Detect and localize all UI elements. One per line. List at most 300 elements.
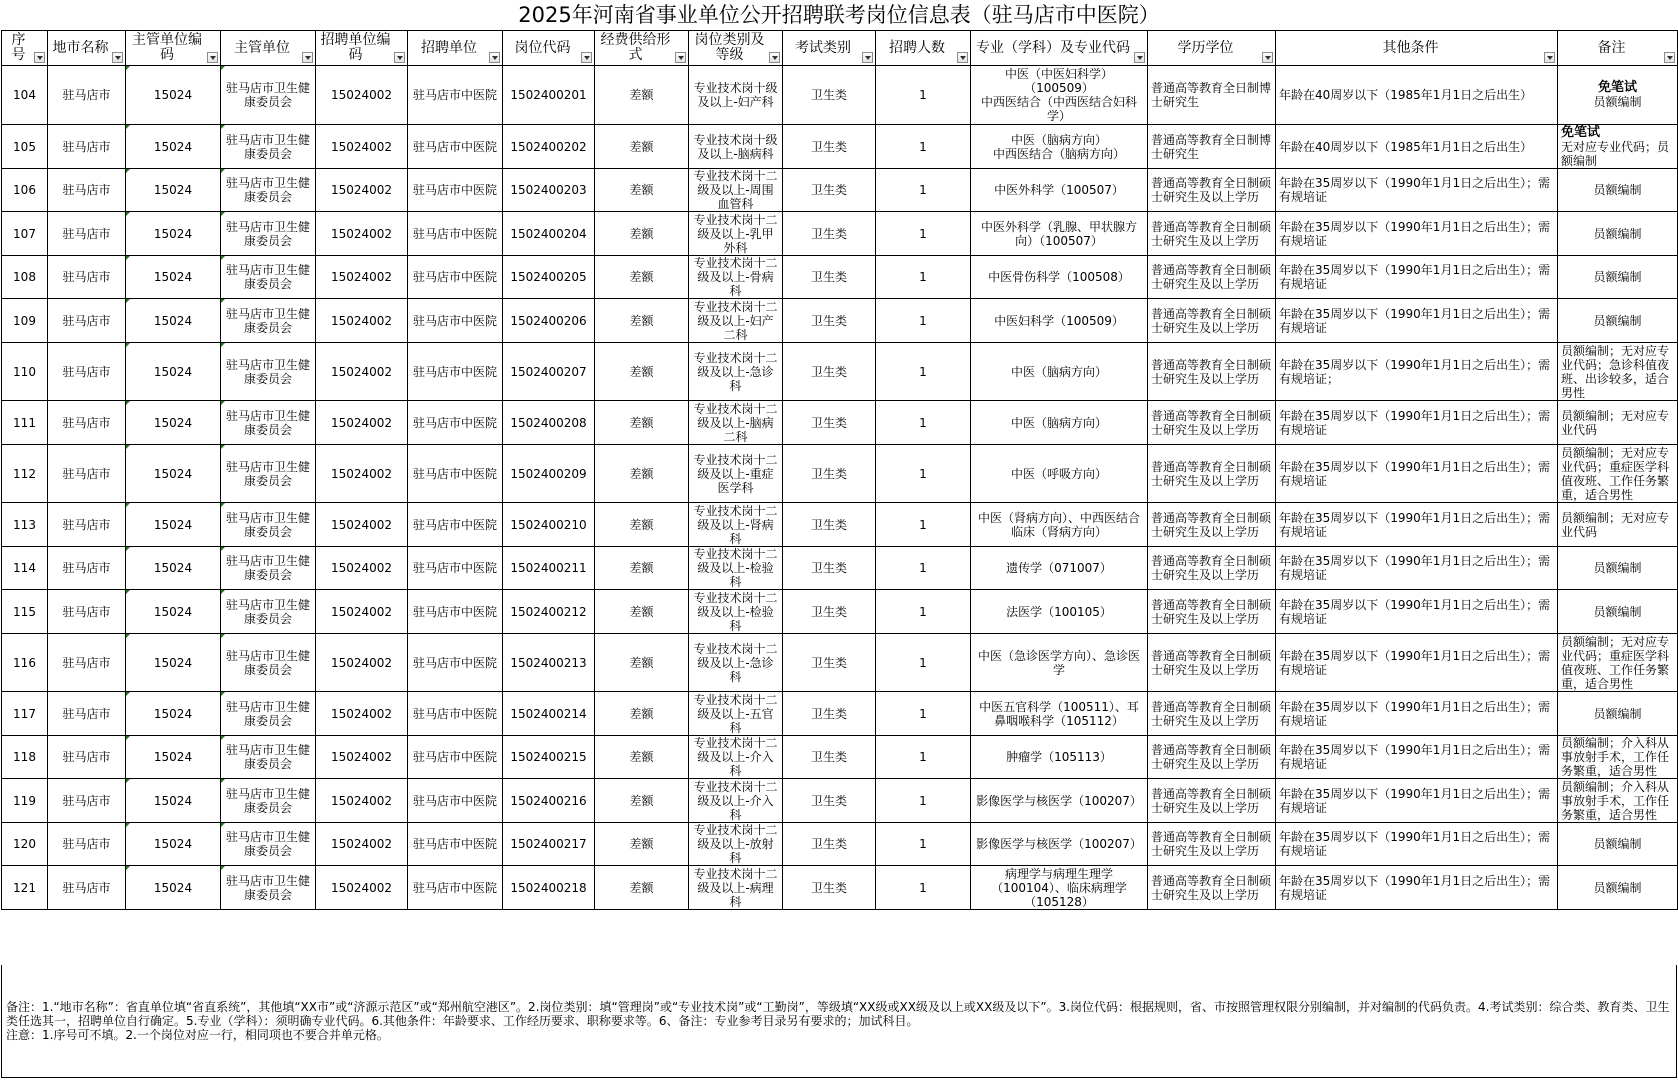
cell-exam-type[interactable]: 卫生类 [783,212,876,256]
cell-education[interactable]: 普通高等教育全日制硕士研究生及以上学历 [1148,634,1276,692]
filter-dropdown-icon[interactable] [1544,52,1555,63]
cell-exam-type[interactable]: 卫生类 [783,634,876,692]
cell-row-number[interactable]: 111 [2,401,48,445]
cell-major[interactable]: 中医（急诊医学方向）、急诊医学 [971,634,1148,692]
cell-notes[interactable] [1558,343,1678,401]
cell-major[interactable]: 中医（脑病方向） [971,343,1148,401]
cell-unit-name[interactable]: 驻马店市中医院 [408,634,503,692]
cell-hire-count[interactable]: 1 [876,66,971,125]
cell-education[interactable]: 普通高等教育全日制硕士研究生及以上学历 [1148,547,1276,590]
cell-notes[interactable] [1558,256,1678,299]
cell-education[interactable]: 普通高等教育全日制硕士研究生及以上学历 [1148,866,1276,910]
cell-notes[interactable] [1558,823,1678,866]
cell-other-conditions[interactable]: 年龄在35周岁以下（1990年1月1日之后出生）；需有规培证 [1276,256,1558,299]
cell-row-number[interactable]: 116 [2,634,48,692]
cell-dept-code[interactable]: 15024 [126,590,221,634]
filter-dropdown-icon[interactable] [957,52,968,63]
cell-city-name[interactable]: 驻马店市 [48,125,126,169]
cell-major[interactable]: 中医骨伤科学（100508） [971,256,1148,299]
cell-education[interactable]: 普通高等教育全日制硕士研究生及以上学历 [1148,445,1276,503]
cell-funding-type[interactable]: 差额 [595,401,689,445]
cell-dept-name[interactable]: 驻马店市卫生健康委员会 [221,212,316,256]
cell-major[interactable]: 中医妇科学（100509） [971,299,1148,343]
cell-dept-name[interactable]: 驻马店市卫生健康委员会 [221,634,316,692]
filter-dropdown-icon[interactable] [112,52,123,63]
cell-dept-name[interactable]: 驻马店市卫生健康委员会 [221,503,316,547]
cell-education[interactable]: 普通高等教育全日制硕士研究生及以上学历 [1148,590,1276,634]
filter-dropdown-icon[interactable] [675,52,686,63]
cell-hire-count[interactable]: 1 [876,590,971,634]
cell-hire-count[interactable]: 1 [876,299,971,343]
cell-unit-name[interactable]: 驻马店市中医院 [408,779,503,823]
cell-dept-name[interactable]: 驻马店市卫生健康委员会 [221,547,316,590]
cell-post-code[interactable]: 1502400215 [503,736,595,779]
cell-row-number[interactable]: 120 [2,823,48,866]
cell-funding-type[interactable]: 差额 [595,547,689,590]
cell-dept-code[interactable]: 15024 [126,256,221,299]
cell-city-name[interactable]: 驻马店市 [48,212,126,256]
cell-unit-name[interactable]: 驻马店市中医院 [408,212,503,256]
cell-notes[interactable] [1558,66,1678,125]
cell-education[interactable]: 普通高等教育全日制硕士研究生及以上学历 [1148,736,1276,779]
cell-hire-count[interactable]: 1 [876,736,971,779]
cell-dept-code[interactable]: 15024 [126,547,221,590]
cell-dept-name[interactable]: 驻马店市卫生健康委员会 [221,125,316,169]
cell-education[interactable]: 普通高等教育全日制硕士研究生及以上学历 [1148,256,1276,299]
cell-education[interactable]: 普通高等教育全日制硕士研究生及以上学历 [1148,212,1276,256]
cell-city-name[interactable]: 驻马店市 [48,823,126,866]
cell-hire-count[interactable]: 1 [876,634,971,692]
cell-dept-code[interactable]: 15024 [126,779,221,823]
cell-exam-type[interactable]: 卫生类 [783,299,876,343]
cell-exam-type[interactable]: 卫生类 [783,169,876,212]
cell-exam-type[interactable]: 卫生类 [783,779,876,823]
cell-post-type[interactable]: 专业技术岗十二级及以上-五官科 [689,692,783,736]
cell-major[interactable]: 中医（中医妇科学）（100509） 中西医结合（中西医结合妇科学） [971,66,1148,125]
cell-post-type[interactable]: 专业技术岗十二级及以上-骨病科 [689,256,783,299]
cell-exam-type[interactable]: 卫生类 [783,547,876,590]
cell-exam-type[interactable]: 卫生类 [783,125,876,169]
cell-major[interactable]: 中医（呼吸方向） [971,445,1148,503]
cell-post-code[interactable]: 1502400201 [503,66,595,125]
cell-other-conditions[interactable]: 年龄在35周岁以下（1990年1月1日之后出生）；需有规培证 [1276,401,1558,445]
cell-notes[interactable] [1558,634,1678,692]
cell-notes[interactable] [1558,445,1678,503]
cell-unit-code[interactable]: 15024002 [316,445,408,503]
cell-major[interactable]: 中医外科学（100507） [971,169,1148,212]
cell-other-conditions[interactable]: 年龄在35周岁以下（1990年1月1日之后出生）；需有规培证 [1276,212,1558,256]
cell-unit-code[interactable]: 15024002 [316,212,408,256]
cell-city-name[interactable]: 驻马店市 [48,343,126,401]
cell-funding-type[interactable]: 差额 [595,212,689,256]
cell-dept-name[interactable]: 驻马店市卫生健康委员会 [221,590,316,634]
cell-notes[interactable] [1558,212,1678,256]
cell-post-type[interactable]: 专业技术岗十二级及以上-检验科 [689,590,783,634]
cell-row-number[interactable]: 107 [2,212,48,256]
cell-dept-code[interactable]: 15024 [126,736,221,779]
cell-other-conditions[interactable]: 年龄在35周岁以下（1990年1月1日之后出生）；需有规培证 [1276,590,1558,634]
cell-unit-code[interactable]: 15024002 [316,125,408,169]
cell-major[interactable]: 法医学（100105） [971,590,1148,634]
cell-funding-type[interactable]: 差额 [595,823,689,866]
cell-unit-name[interactable]: 驻马店市中医院 [408,256,503,299]
cell-exam-type[interactable]: 卫生类 [783,66,876,125]
cell-hire-count[interactable]: 1 [876,692,971,736]
cell-city-name[interactable]: 驻马店市 [48,779,126,823]
cell-major[interactable]: 影像医学与核医学（100207） [971,823,1148,866]
column-header [408,31,503,66]
cell-city-name[interactable]: 驻马店市 [48,169,126,212]
cell-post-type[interactable]: 专业技术岗十二级及以上-急诊科 [689,343,783,401]
cell-post-type[interactable]: 专业技术岗十级及以上-脑病科 [689,125,783,169]
cell-funding-type[interactable]: 差额 [595,256,689,299]
cell-funding-type[interactable]: 差额 [595,590,689,634]
cell-dept-code[interactable]: 15024 [126,299,221,343]
cell-post-type[interactable]: 专业技术岗十二级及以上-急诊科 [689,634,783,692]
cell-row-number[interactable]: 119 [2,779,48,823]
cell-post-code[interactable]: 1502400212 [503,590,595,634]
cell-notes-text: 员额编制 [1593,270,1642,284]
cell-notes[interactable] [1558,547,1678,590]
cell-funding-type[interactable]: 差额 [595,692,689,736]
filter-dropdown-icon[interactable] [489,52,500,63]
column-header-label: 备注 [1597,39,1626,56]
cell-hire-count[interactable]: 1 [876,343,971,401]
cell-hire-count[interactable]: 1 [876,401,971,445]
cell-other-conditions[interactable]: 年龄在40周岁以下（1985年1月1日之后出生） [1276,125,1558,169]
cell-row-number[interactable]: 121 [2,866,48,910]
cell-dept-name[interactable]: 驻马店市卫生健康委员会 [221,692,316,736]
cell-unit-code[interactable]: 15024002 [316,823,408,866]
positions-table [1,30,1678,910]
cell-unit-code[interactable]: 15024002 [316,634,408,692]
cell-major[interactable]: 中医（肾病方向）、中西医结合临床（肾病方向） [971,503,1148,547]
cell-education[interactable]: 普通高等教育全日制博士研究生 [1148,125,1276,169]
cell-education[interactable]: 普通高等教育全日制硕士研究生及以上学历 [1148,169,1276,212]
cell-city-name[interactable]: 驻马店市 [48,256,126,299]
cell-unit-name[interactable]: 驻马店市中医院 [408,445,503,503]
cell-notes-text: 员额编制 [1593,226,1642,241]
cell-funding-type[interactable]: 差额 [595,866,689,910]
cell-exam-type[interactable]: 卫生类 [783,866,876,910]
cell-dept-name[interactable]: 驻马店市卫生健康委员会 [221,343,316,401]
cell-funding-type[interactable]: 差额 [595,503,689,547]
cell-dept-code[interactable]: 15024 [126,823,221,866]
cell-funding-type[interactable]: 差额 [595,634,689,692]
cell-funding-type[interactable]: 差额 [595,736,689,779]
cell-major[interactable]: 病理学与病理生理学（100104）、临床病理学（105128） [971,866,1148,910]
cell-dept-code[interactable]: 15024 [126,503,221,547]
cell-city-name[interactable]: 驻马店市 [48,547,126,590]
cell-post-code[interactable]: 1502400207 [503,343,595,401]
filter-dropdown-icon[interactable] [769,52,780,63]
cell-other-conditions[interactable]: 年龄在35周岁以下（1990年1月1日之后出生）；需有规培证 [1276,445,1558,503]
table-row [2,634,1678,692]
cell-notes[interactable] [1558,779,1678,823]
cell-hire-count[interactable]: 1 [876,445,971,503]
cell-city-name[interactable]: 驻马店市 [48,299,126,343]
cell-dept-code[interactable]: 15024 [126,634,221,692]
cell-city-name[interactable]: 驻马店市 [48,692,126,736]
cell-exam-type[interactable]: 卫生类 [783,343,876,401]
cell-post-code[interactable]: 1502400205 [503,256,595,299]
cell-dept-name[interactable]: 驻马店市卫生健康委员会 [221,256,316,299]
cell-post-code[interactable]: 1502400211 [503,547,595,590]
cell-exam-type[interactable]: 卫生类 [783,692,876,736]
cell-post-type[interactable]: 专业技术岗十二级及以上-重症医学科 [689,445,783,503]
cell-unit-name[interactable]: 驻马店市中医院 [408,866,503,910]
cell-unit-code[interactable]: 15024002 [316,692,408,736]
cell-unit-name[interactable]: 驻马店市中医院 [408,823,503,866]
cell-post-code[interactable]: 1502400202 [503,125,595,169]
cell-post-code[interactable]: 1502400210 [503,503,595,547]
cell-row-number[interactable]: 112 [2,445,48,503]
cell-unit-code[interactable]: 15024002 [316,343,408,401]
cell-row-number[interactable]: 104 [2,66,48,125]
cell-post-type[interactable]: 专业技术岗十二级及以上-乳甲外科 [689,212,783,256]
cell-dept-code[interactable]: 15024 [126,445,221,503]
cell-other-conditions[interactable]: 年龄在35周岁以下（1990年1月1日之后出生）；需有规培证 [1276,866,1558,910]
cell-other-conditions[interactable]: 年龄在35周岁以下（1990年1月1日之后出生）；需有规培证 [1276,169,1558,212]
cell-notes[interactable] [1558,736,1678,779]
cell-unit-name[interactable]: 驻马店市中医院 [408,736,503,779]
cell-dept-code[interactable]: 15024 [126,692,221,736]
cell-hire-count[interactable]: 1 [876,823,971,866]
cell-hire-count[interactable]: 1 [876,503,971,547]
cell-post-code[interactable]: 1502400216 [503,779,595,823]
cell-row-number[interactable]: 110 [2,343,48,401]
cell-unit-name[interactable]: 驻马店市中医院 [408,169,503,212]
cell-post-type[interactable]: 专业技术岗十二级及以上-放射科 [689,823,783,866]
cell-exam-type[interactable]: 卫生类 [783,736,876,779]
cell-notes[interactable] [1558,866,1678,910]
cell-unit-name[interactable]: 驻马店市中医院 [408,125,503,169]
cell-education[interactable]: 普通高等教育全日制硕士研究生及以上学历 [1148,401,1276,445]
cell-funding-type[interactable]: 差额 [595,299,689,343]
cell-major[interactable]: 影像医学与核医学（100207） [971,779,1148,823]
cell-exam-type[interactable]: 卫生类 [783,823,876,866]
cell-post-code[interactable]: 1502400208 [503,401,595,445]
cell-dept-code[interactable]: 15024 [126,343,221,401]
cell-row-number[interactable]: 106 [2,169,48,212]
cell-unit-code[interactable]: 15024002 [316,590,408,634]
column-header-label: 招聘单位编码 [320,32,391,63]
cell-post-code[interactable]: 1502400206 [503,299,595,343]
cell-other-conditions[interactable]: 年龄在35周岁以下（1990年1月1日之后出生）；需有规培证； [1276,343,1558,401]
cell-dept-name[interactable]: 驻马店市卫生健康委员会 [221,401,316,445]
cell-hire-count[interactable]: 1 [876,169,971,212]
cell-post-type[interactable]: 专业技术岗十二级及以上-肾病科 [689,503,783,547]
cell-notes[interactable] [1558,692,1678,736]
cell-education[interactable]: 普通高等教育全日制博士研究生 [1148,66,1276,125]
cell-row-number[interactable]: 118 [2,736,48,779]
cell-city-name[interactable]: 驻马店市 [48,634,126,692]
cell-post-code[interactable]: 1502400218 [503,866,595,910]
cell-unit-name[interactable]: 驻马店市中医院 [408,503,503,547]
cell-unit-name[interactable]: 驻马店市中医院 [408,66,503,125]
cell-unit-name[interactable]: 驻马店市中医院 [408,692,503,736]
cell-notes-text: 员额编制；介入科从事放射手术，工作任务繁重，适合男性 [1561,736,1670,778]
cell-unit-code[interactable]: 15024002 [316,779,408,823]
cell-dept-code[interactable]: 15024 [126,866,221,910]
cell-post-type[interactable]: 专业技术岗十二级及以上-介入科 [689,779,783,823]
filter-dropdown-icon[interactable] [1262,52,1273,63]
cell-city-name[interactable]: 驻马店市 [48,736,126,779]
cell-dept-name[interactable]: 驻马店市卫生健康委员会 [221,445,316,503]
cell-hire-count[interactable]: 1 [876,125,971,169]
cell-notes[interactable] [1558,125,1678,169]
cell-post-code[interactable]: 1502400204 [503,212,595,256]
cell-education[interactable]: 普通高等教育全日制硕士研究生及以上学历 [1148,779,1276,823]
cell-hire-count[interactable]: 1 [876,212,971,256]
cell-dept-name[interactable]: 驻马店市卫生健康委员会 [221,66,316,125]
cell-funding-type[interactable]: 差额 [595,445,689,503]
cell-unit-code[interactable]: 15024002 [316,547,408,590]
cell-notes[interactable] [1558,401,1678,445]
cell-dept-code[interactable]: 15024 [126,125,221,169]
cell-funding-type[interactable]: 差额 [595,779,689,823]
table-row [2,212,1678,256]
cell-unit-code[interactable]: 15024002 [316,66,408,125]
cell-unit-name[interactable]: 驻马店市中医院 [408,343,503,401]
cell-major[interactable]: 中医（脑病方向） [971,401,1148,445]
cell-city-name[interactable]: 驻马店市 [48,401,126,445]
cell-post-code[interactable]: 1502400203 [503,169,595,212]
cell-row-number[interactable]: 108 [2,256,48,299]
cell-dept-code[interactable]: 15024 [126,169,221,212]
cell-exam-type[interactable]: 卫生类 [783,401,876,445]
cell-other-conditions[interactable]: 年龄在35周岁以下（1990年1月1日之后出生）；需有规培证 [1276,736,1558,779]
cell-post-code[interactable]: 1502400214 [503,692,595,736]
cell-dept-name[interactable]: 驻马店市卫生健康委员会 [221,823,316,866]
cell-other-conditions[interactable]: 年龄在40周岁以下（1985年1月1日之后出生） [1276,66,1558,125]
cell-unit-name[interactable]: 驻马店市中医院 [408,299,503,343]
cell-unit-code[interactable]: 15024002 [316,736,408,779]
cell-other-conditions[interactable]: 年龄在35周岁以下（1990年1月1日之后出生）；需有规培证 [1276,547,1558,590]
cell-post-code[interactable]: 1502400213 [503,634,595,692]
filter-dropdown-icon[interactable] [581,52,592,63]
cell-funding-type[interactable]: 差额 [595,343,689,401]
cell-major[interactable]: 肿瘤学（105113） [971,736,1148,779]
cell-unit-code[interactable]: 15024002 [316,169,408,212]
cell-dept-name[interactable]: 驻马店市卫生健康委员会 [221,169,316,212]
cell-post-type[interactable]: 专业技术岗十二级及以上-周围血管科 [689,169,783,212]
cell-city-name[interactable]: 驻马店市 [48,445,126,503]
cell-funding-type[interactable]: 差额 [595,169,689,212]
cell-post-code[interactable]: 1502400217 [503,823,595,866]
cell-major[interactable]: 中医外科学（乳腺、甲状腺方向）（100507） [971,212,1148,256]
cell-exam-type[interactable]: 卫生类 [783,445,876,503]
cell-unit-code[interactable]: 15024002 [316,299,408,343]
filter-dropdown-icon[interactable] [34,52,45,63]
cell-unit-name[interactable]: 驻马店市中医院 [408,590,503,634]
cell-dept-code[interactable]: 15024 [126,212,221,256]
cell-education[interactable]: 普通高等教育全日制硕士研究生及以上学历 [1148,823,1276,866]
filter-dropdown-icon[interactable] [1134,52,1145,63]
cell-notes-highlight: 免笔试 [1597,80,1637,95]
cell-exam-type[interactable]: 卫生类 [783,590,876,634]
cell-dept-code[interactable]: 15024 [126,401,221,445]
cell-post-type[interactable]: 专业技术岗十二级及以上-脑病二科 [689,401,783,445]
cell-post-type[interactable]: 专业技术岗十二级及以上-病理科 [689,866,783,910]
cell-funding-type[interactable]: 差额 [595,66,689,125]
cell-other-conditions[interactable]: 年龄在35周岁以下（1990年1月1日之后出生）；需有规培证 [1276,692,1558,736]
cell-dept-name[interactable]: 驻马店市卫生健康委员会 [221,299,316,343]
cell-education[interactable]: 普通高等教育全日制硕士研究生及以上学历 [1148,299,1276,343]
table-row [2,547,1678,590]
cell-major[interactable]: 中医（脑病方向） 中西医结合（脑病方向） [971,125,1148,169]
cell-city-name[interactable]: 驻马店市 [48,503,126,547]
cell-other-conditions[interactable]: 年龄在35周岁以下（1990年1月1日之后出生）；需有规培证 [1276,299,1558,343]
cell-notes-text: 员额编制 [1593,837,1642,851]
cell-hire-count[interactable]: 1 [876,779,971,823]
cell-hire-count[interactable]: 1 [876,547,971,590]
cell-dept-name[interactable]: 驻马店市卫生健康委员会 [221,779,316,823]
cell-unit-code[interactable]: 15024002 [316,866,408,910]
cell-notes[interactable] [1558,590,1678,634]
cell-unit-code[interactable]: 15024002 [316,503,408,547]
cell-hire-count[interactable]: 1 [876,256,971,299]
cell-other-conditions[interactable]: 年龄在35周岁以下（1990年1月1日之后出生）；需有规培证 [1276,634,1558,692]
cell-funding-type[interactable]: 差额 [595,125,689,169]
cell-post-type[interactable]: 专业技术岗十二级及以上-检验科 [689,547,783,590]
cell-education[interactable]: 普通高等教育全日制硕士研究生及以上学历 [1148,692,1276,736]
cell-notes[interactable] [1558,503,1678,547]
cell-post-type[interactable]: 专业技术岗十二级及以上-妇产二科 [689,299,783,343]
cell-city-name[interactable]: 驻马店市 [48,866,126,910]
filter-dropdown-icon[interactable] [862,52,873,63]
cell-hire-count[interactable]: 1 [876,866,971,910]
cell-row-number[interactable]: 113 [2,503,48,547]
cell-dept-name[interactable]: 驻马店市卫生健康委员会 [221,736,316,779]
cell-major[interactable]: 遗传学（071007） [971,547,1148,590]
cell-exam-type[interactable]: 卫生类 [783,503,876,547]
filter-dropdown-icon[interactable] [207,52,218,63]
cell-post-code[interactable]: 1502400209 [503,445,595,503]
cell-row-number[interactable]: 105 [2,125,48,169]
cell-other-conditions[interactable]: 年龄在35周岁以下（1990年1月1日之后出生）；需有规培证 [1276,503,1558,547]
cell-row-number[interactable]: 115 [2,590,48,634]
cell-major[interactable]: 中医五官科学（100511）、耳鼻咽喉科学（105112） [971,692,1148,736]
cell-exam-type[interactable]: 卫生类 [783,256,876,299]
cell-education[interactable]: 普通高等教育全日制硕士研究生及以上学历 [1148,503,1276,547]
cell-notes[interactable] [1558,169,1678,212]
cell-row-number[interactable]: 114 [2,547,48,590]
cell-dept-name[interactable]: 驻马店市卫生健康委员会 [221,866,316,910]
filter-dropdown-icon[interactable] [302,52,313,63]
cell-dept-code[interactable]: 15024 [126,66,221,125]
cell-post-type[interactable]: 专业技术岗十级及以上-妇产科 [689,66,783,125]
column-header [689,31,783,66]
filter-dropdown-icon[interactable] [394,52,405,63]
cell-city-name[interactable]: 驻马店市 [48,66,126,125]
cell-education[interactable]: 普通高等教育全日制硕士研究生及以上学历 [1148,343,1276,401]
cell-notes-text: 员额编制 [1593,313,1642,328]
filter-dropdown-icon[interactable] [1664,52,1675,63]
cell-notes[interactable] [1558,299,1678,343]
cell-row-number[interactable]: 117 [2,692,48,736]
cell-notes-text: 员额编制 [1593,95,1642,109]
cell-other-conditions[interactable]: 年龄在35周岁以下（1990年1月1日之后出生）；需有规培证 [1276,779,1558,823]
cell-unit-code[interactable]: 15024002 [316,401,408,445]
cell-unit-code[interactable]: 15024002 [316,256,408,299]
cell-row-number[interactable]: 109 [2,299,48,343]
cell-post-type[interactable]: 专业技术岗十二级及以上-介入科 [689,736,783,779]
cell-other-conditions[interactable]: 年龄在35周岁以下（1990年1月1日之后出生）；需有规培证 [1276,823,1558,866]
cell-unit-name[interactable]: 驻马店市中医院 [408,547,503,590]
cell-unit-name[interactable]: 驻马店市中医院 [408,401,503,445]
cell-city-name[interactable]: 驻马店市 [48,590,126,634]
